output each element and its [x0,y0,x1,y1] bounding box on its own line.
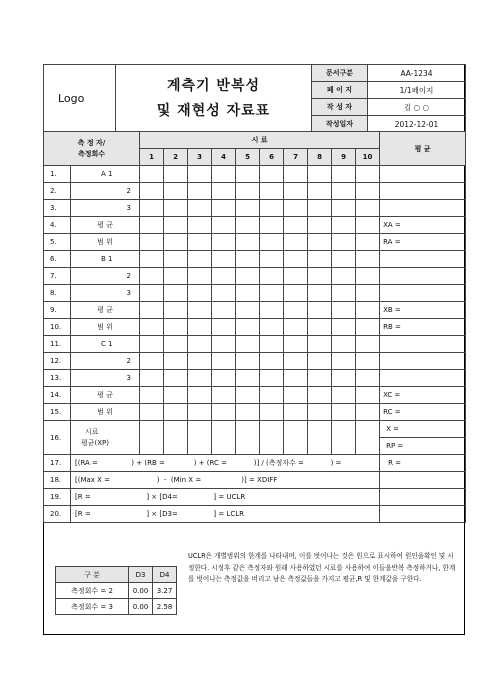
data-cell[interactable] [212,421,236,455]
data-cell[interactable] [260,251,284,268]
meta-key-author: 작 성 자 [312,99,368,116]
row-number: 8. [44,285,71,302]
data-cell[interactable] [164,183,188,200]
data-cell[interactable] [260,217,284,234]
data-cell[interactable] [212,268,236,285]
row-average[interactable]: RB = [380,319,466,336]
table-row [44,506,466,523]
data-cell[interactable] [308,166,332,183]
data-cell[interactable] [140,217,164,234]
data-cell[interactable] [332,251,356,268]
data-cell[interactable] [332,234,356,251]
constants-header-d3: D3 [129,567,153,583]
constants-header-type: 구 분 [56,567,129,583]
row-number: 6. [44,251,71,268]
col-header-operator [44,132,140,166]
data-cell[interactable] [308,268,332,285]
data-cell[interactable] [164,166,188,183]
data-cell[interactable] [260,421,284,455]
data-cell[interactable] [188,251,212,268]
data-cell[interactable] [308,200,332,217]
data-cell[interactable] [332,319,356,336]
data-cell[interactable] [356,251,380,268]
page-title [116,65,312,133]
data-cell[interactable] [236,166,260,183]
data-cell[interactable] [260,183,284,200]
trial-header-2: 2 [164,149,188,166]
data-cell[interactable] [260,200,284,217]
data-cell[interactable] [236,268,260,285]
row-number: 20. [44,506,71,523]
row-number: 5. [44,234,71,251]
data-cell[interactable] [236,421,260,455]
row-label: C 1 [71,336,140,353]
data-cell[interactable] [188,200,212,217]
data-cell[interactable] [356,336,380,353]
data-cell[interactable] [332,268,356,285]
data-cell[interactable] [308,183,332,200]
data-cell[interactable] [356,404,380,421]
data-cell[interactable] [236,370,260,387]
measurement-grid [43,131,466,523]
data-cell[interactable] [140,268,164,285]
data-cell[interactable] [212,336,236,353]
data-cell[interactable] [188,370,212,387]
table-row [44,421,466,438]
logo: Logo [44,65,116,133]
data-cell[interactable] [284,353,308,370]
row-label-sample-average [71,421,140,455]
constants-cell: 0.00 [129,583,153,599]
data-cell[interactable] [356,183,380,200]
row-number: 15. [44,404,71,421]
data-cell[interactable] [212,217,236,234]
row-number: 14. [44,387,71,404]
meta-value-author: 김 ○ ○ [368,99,466,116]
data-cell[interactable] [356,387,380,404]
data-cell[interactable] [140,183,164,200]
data-cell[interactable] [260,336,284,353]
formula-result[interactable] [380,489,466,506]
row-number: 2. [44,183,71,200]
data-cell[interactable] [284,166,308,183]
row-number: 12. [44,353,71,370]
data-cell[interactable] [332,200,356,217]
data-cell[interactable] [140,234,164,251]
trial-header-4: 4 [212,149,236,166]
col-header-operator-line2: 측정회수 [77,149,106,158]
formula-text[interactable]: [(Max X = ) - (Min X = )] = XDIFF [71,472,380,489]
data-cell[interactable] [188,166,212,183]
data-cell[interactable] [140,166,164,183]
data-cell[interactable] [308,404,332,421]
data-cell[interactable] [164,404,188,421]
formula-text[interactable]: [R = ] × [D3= ] = LCLR [71,506,380,523]
row-label-line1: 시료 [85,427,99,436]
data-cell[interactable] [308,421,332,455]
constants-cell: 0.00 [129,599,153,615]
data-cell[interactable] [212,370,236,387]
data-cell[interactable] [140,251,164,268]
data-cell[interactable] [236,302,260,319]
trial-header-5: 5 [236,149,260,166]
data-cell[interactable] [140,421,164,455]
table-row [44,234,466,251]
data-cell[interactable] [308,387,332,404]
constants-cell: 3.27 [153,583,177,599]
constants-cell: 2.58 [153,599,177,615]
data-cell[interactable] [260,404,284,421]
row-average[interactable] [380,370,466,387]
table-row [44,302,466,319]
data-cell[interactable] [164,234,188,251]
meta-key-date: 작성일자 [312,116,368,133]
data-cell[interactable] [188,234,212,251]
col-header-average: 평 균 [380,132,466,166]
data-cell[interactable] [188,183,212,200]
meta-value-date: 2012-12-01 [368,116,466,133]
row-number: 16. [44,421,71,455]
data-cell[interactable] [212,251,236,268]
data-cell[interactable] [140,285,164,302]
data-cell[interactable] [284,200,308,217]
row-number: 13. [44,370,71,387]
table-row [44,183,466,200]
data-cell[interactable] [284,285,308,302]
row-number: 4. [44,217,71,234]
data-cell[interactable] [260,319,284,336]
formula-text[interactable]: [R = ] × [D4= ] = UCLR [71,489,380,506]
table-row [44,387,466,404]
row-number: 11. [44,336,71,353]
data-cell[interactable] [236,285,260,302]
data-cell[interactable] [212,353,236,370]
data-cell[interactable] [188,302,212,319]
data-cell[interactable] [332,387,356,404]
data-cell[interactable] [356,353,380,370]
data-cell[interactable] [140,319,164,336]
data-cell[interactable] [260,353,284,370]
data-cell[interactable] [260,268,284,285]
table-row [44,200,466,217]
row-average[interactable]: X = [380,421,466,438]
data-cell[interactable] [332,285,356,302]
row-label: 범 위 [71,234,140,251]
trial-header-9: 9 [332,149,356,166]
data-cell[interactable] [212,404,236,421]
row-label: 2 [71,183,140,200]
data-cell[interactable] [260,387,284,404]
explanatory-note: UCLR은 개별범위의 한계를 나타내며, 이를 벗어나는 것은 원으로 표시하여 원인을확인 및 시정한다. 시정후 같은 측정자와 원래 사용하였던 시료를 사용하여 이들을반복 측정하거나, 한계를 벗어나는 측정값을 버리고 남은 측정값들을 가지고 평균,R 및 한계값을 구한다. [188,552,456,583]
trial-header-10: 10 [356,149,380,166]
data-cell[interactable] [188,285,212,302]
data-cell[interactable] [356,217,380,234]
data-cell[interactable] [212,183,236,200]
data-cell[interactable] [140,200,164,217]
data-cell[interactable] [356,166,380,183]
row-number: 19. [44,489,71,506]
row-label-line2: 평균(XP) [81,438,110,447]
col-header-operator-line1: 측 정 자/ [77,138,106,147]
data-cell[interactable] [308,251,332,268]
data-cell[interactable] [284,217,308,234]
data-cell[interactable] [212,387,236,404]
row-number: 9. [44,302,71,319]
data-cell[interactable] [284,268,308,285]
trial-header-3: 3 [188,149,212,166]
row-label: 2 [71,268,140,285]
data-cell[interactable] [140,370,164,387]
data-cell[interactable] [140,387,164,404]
table-row [44,268,466,285]
formula-result[interactable]: R = [380,455,466,472]
row-label: A 1 [71,166,140,183]
row-average[interactable] [380,251,466,268]
row-number: 7. [44,268,71,285]
table-row [44,404,466,421]
data-cell[interactable] [164,285,188,302]
row-average[interactable] [380,200,466,217]
data-cell[interactable] [332,217,356,234]
data-cell[interactable] [236,387,260,404]
data-cell[interactable] [284,336,308,353]
data-cell[interactable] [188,217,212,234]
data-cell[interactable] [356,421,380,455]
data-cell[interactable] [308,336,332,353]
table-row [44,166,466,183]
table-row [44,251,466,268]
data-cell[interactable] [356,302,380,319]
data-cell[interactable] [332,302,356,319]
table-row [44,353,466,370]
data-cell[interactable] [236,336,260,353]
data-cell[interactable] [188,353,212,370]
data-cell[interactable] [284,234,308,251]
data-cell[interactable] [332,183,356,200]
data-cell[interactable] [188,387,212,404]
row-number: 10. [44,319,71,336]
data-cell[interactable] [260,166,284,183]
row-average[interactable]: XB = [380,302,466,319]
data-cell[interactable] [308,234,332,251]
data-cell[interactable] [260,370,284,387]
data-cell[interactable] [188,319,212,336]
data-cell[interactable] [164,251,188,268]
data-cell[interactable] [164,217,188,234]
meta-value-page: 1/1페이지 [368,82,466,99]
table-row [44,370,466,387]
data-cell[interactable] [212,234,236,251]
data-cell[interactable] [140,404,164,421]
trial-header-6: 6 [260,149,284,166]
data-cell[interactable] [188,421,212,455]
row-average[interactable] [380,336,466,353]
formula-result[interactable] [380,506,466,523]
data-cell[interactable] [308,319,332,336]
data-cell[interactable] [356,285,380,302]
data-cell[interactable] [236,183,260,200]
data-cell[interactable] [188,336,212,353]
row-average[interactable] [380,268,466,285]
data-cell[interactable] [332,166,356,183]
data-cell[interactable] [236,217,260,234]
data-cell[interactable] [332,353,356,370]
data-cell[interactable] [284,319,308,336]
row-number: 17. [44,455,71,472]
data-cell[interactable] [308,217,332,234]
row-number: 1. [44,166,71,183]
data-cell[interactable] [212,166,236,183]
data-cell[interactable] [332,336,356,353]
data-cell[interactable] [260,234,284,251]
data-cell[interactable] [284,387,308,404]
table-row [44,489,466,506]
data-cell[interactable] [164,200,188,217]
data-cell[interactable] [308,353,332,370]
row-average[interactable]: XC = [380,387,466,404]
data-cell[interactable] [236,251,260,268]
row-label: 3 [71,285,140,302]
data-cell[interactable] [284,421,308,455]
data-cell[interactable] [164,353,188,370]
data-cell[interactable] [212,200,236,217]
row-label: 3 [71,200,140,217]
data-cell[interactable] [164,302,188,319]
data-cell[interactable] [164,387,188,404]
table-row [44,285,466,302]
col-header-trials: 시 료 [140,132,380,149]
data-cell[interactable] [236,234,260,251]
row-average[interactable] [380,183,466,200]
data-cell[interactable] [236,319,260,336]
data-cell[interactable] [236,404,260,421]
data-cell[interactable] [356,370,380,387]
meta-value-doc-type: AA-1234 [368,65,466,82]
header-table [43,64,466,133]
data-cell[interactable] [260,302,284,319]
data-cell[interactable] [164,336,188,353]
data-cell[interactable] [140,353,164,370]
data-cell[interactable] [332,421,356,455]
constants-header-d4: D4 [153,567,177,583]
row-label: 범 위 [71,404,140,421]
data-cell[interactable] [140,336,164,353]
row-label: 2 [71,353,140,370]
row-average[interactable] [380,166,466,183]
table-row [44,472,466,489]
table-row [44,455,466,472]
data-cell[interactable] [284,404,308,421]
data-cell[interactable] [356,319,380,336]
data-cell[interactable] [284,183,308,200]
data-cell[interactable] [212,319,236,336]
row-label: B 1 [71,251,140,268]
data-cell[interactable] [164,268,188,285]
trial-header-7: 7 [284,149,308,166]
row-number: 18. [44,472,71,489]
data-cell[interactable] [356,234,380,251]
row-number: 3. [44,200,71,217]
table-row [44,319,466,336]
row-average[interactable] [380,285,466,302]
formula-text[interactable]: [(RA = ) + (RB = ) + (RC = )] / (측정자수 = ) = [71,455,380,472]
data-cell[interactable] [308,302,332,319]
title-line-2: 및 재현성 자료표 [156,102,271,119]
data-cell[interactable] [332,370,356,387]
data-cell[interactable] [284,370,308,387]
meta-key-page: 페 이 지 [312,82,368,99]
data-cell[interactable] [332,404,356,421]
meta-key-doc-type: 문서구분 [312,65,368,82]
row-label: 범 위 [71,319,140,336]
data-cell[interactable] [236,200,260,217]
data-cell[interactable] [356,268,380,285]
row-average[interactable] [380,353,466,370]
row-label: 3 [71,370,140,387]
data-cell[interactable] [260,285,284,302]
data-cell[interactable] [164,319,188,336]
data-cell[interactable] [188,404,212,421]
table-row [44,217,466,234]
row-average[interactable]: RA = [380,234,466,251]
data-cell[interactable] [212,302,236,319]
data-cell[interactable] [308,285,332,302]
table-row [44,336,466,353]
constants-table [55,566,177,615]
data-cell[interactable] [284,302,308,319]
data-cell[interactable] [164,370,188,387]
data-cell[interactable] [164,421,188,455]
trial-header-1: 1 [140,149,164,166]
data-cell[interactable] [140,302,164,319]
data-cell[interactable] [356,200,380,217]
formula-result[interactable] [380,472,466,489]
constants-cell: 측정회수 = 3 [56,599,129,615]
data-cell[interactable] [212,285,236,302]
row-label: 평 균 [71,387,140,404]
row-average[interactable]: RP = [380,438,466,455]
data-cell[interactable] [308,370,332,387]
row-average[interactable]: RC = [380,404,466,421]
data-cell[interactable] [188,268,212,285]
row-label: 평 균 [71,217,140,234]
data-cell[interactable] [236,353,260,370]
constants-cell: 측정회수 = 2 [56,583,129,599]
row-label: 평 균 [71,302,140,319]
trial-header-8: 8 [308,149,332,166]
title-line-1: 계측기 반복성 [166,77,261,94]
row-average[interactable]: XA = [380,217,466,234]
data-cell[interactable] [284,251,308,268]
